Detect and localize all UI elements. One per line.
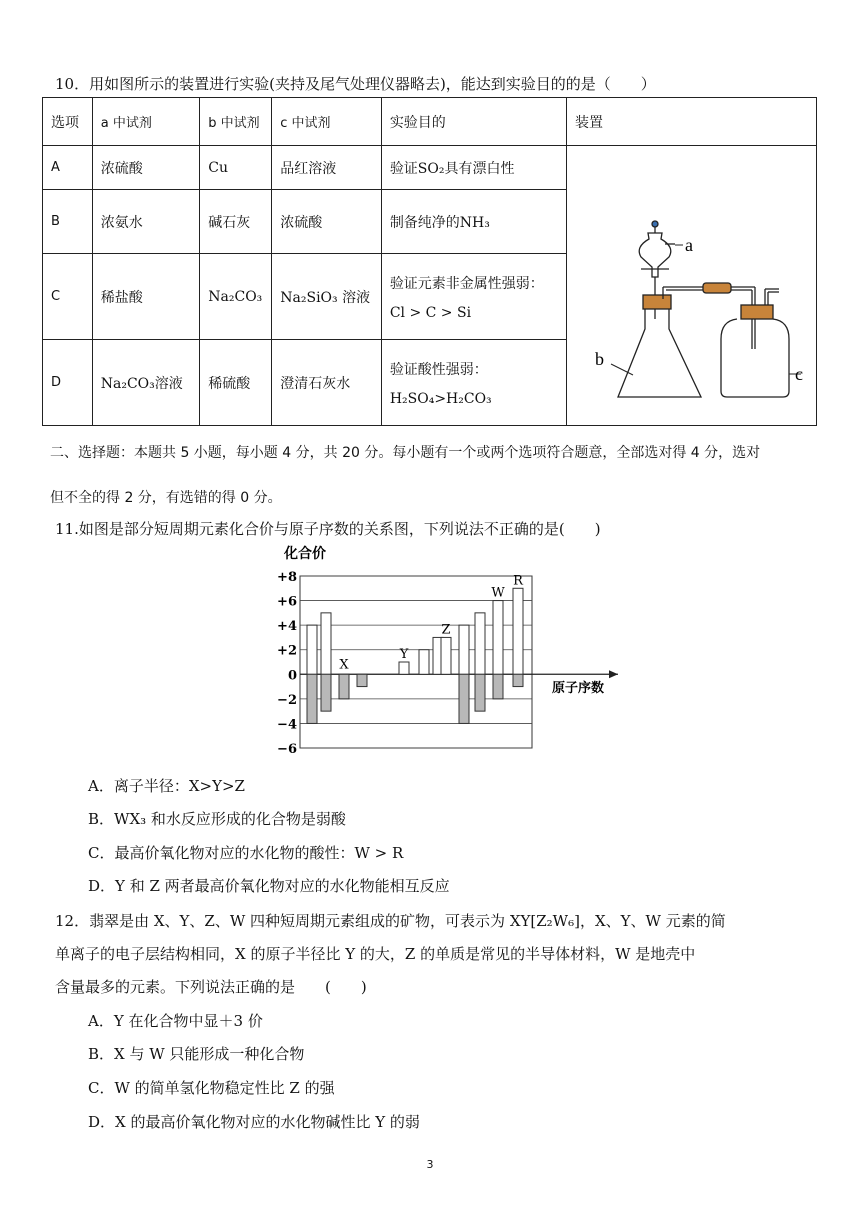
q12-option-d: D．X 的最高价氧化物对应的水化物碱性比 Y 的弱: [88, 1113, 420, 1131]
q11-option-a: A．离子半径：X>Y>Z: [88, 777, 245, 795]
header-option: 选项: [43, 98, 93, 146]
row-b: 稀硫酸: [200, 340, 272, 426]
chart-bar-positive: [441, 637, 451, 674]
q12-option-b: B．X 与 W 只能形成一种化合物: [88, 1045, 305, 1063]
label-b: b: [594, 348, 604, 369]
row-goal: 制备纯净的NH₃: [381, 190, 566, 254]
row-option: A: [43, 146, 93, 190]
chart-bar-positive: [513, 588, 523, 674]
chart-bar-negative: [307, 674, 317, 723]
chart-bar-negative: [475, 674, 485, 711]
valence-chart: [268, 542, 628, 754]
row-a: 稀盐酸: [92, 254, 200, 340]
q12-stem-line2: 单离子的电子层结构相同，X 的原子半径比 Y 的大，Z 的单质是常见的半导体材料，W 是地壳中: [55, 945, 696, 963]
chart-bar-positive: [307, 625, 317, 674]
row-option: C: [43, 254, 93, 340]
q12-stem-line1: 12．翡翠是由 X、Y、Z、W 四种短周期元素组成的矿物，可表示为 XY[Z₂W₆]，X、Y、W 元素的简: [55, 912, 726, 930]
chart-ylabel: 化合价: [284, 546, 326, 562]
chart-ytick-label: +6: [277, 594, 297, 610]
row-a: Na₂CO₃溶液: [92, 340, 200, 426]
chart-ytick-label: +8: [277, 570, 297, 585]
label-b-leader: [611, 364, 633, 375]
chart-x-axis-arrow: [609, 670, 618, 678]
row-goal: 验证SO₂具有漂白性: [381, 146, 566, 190]
header-a: a 中试剂: [92, 98, 200, 146]
chart-bar-positive: [399, 662, 409, 674]
chart-element-label: Z: [441, 622, 451, 638]
row-option: D: [43, 340, 93, 426]
q11-option-c: C．最高价氧化物对应的水化物的酸性：W > R: [88, 844, 404, 862]
row-b: Na₂CO₃: [200, 254, 272, 340]
chart-bar-positive: [493, 601, 503, 675]
chart-bar-negative: [321, 674, 331, 711]
q11-stem: 11.如图是部分短周期元素化合价与原子序数的关系图，下列说法不正确的是( ): [55, 520, 601, 538]
chart-element-label: W: [491, 585, 505, 601]
chart-element-label: R: [513, 573, 523, 589]
row-c: 澄清石灰水: [272, 340, 382, 426]
q12-option-a: A．Y 在化合物中显＋3 价: [88, 1012, 263, 1030]
chart-element-label: X: [339, 657, 349, 673]
row-goal-line1: 验证酸性强弱：: [389, 361, 488, 378]
chart-bar-positive: [419, 650, 429, 675]
chart-ytick-label: −2: [277, 692, 297, 708]
q12-option-c: C．W 的简单氢化物稳定性比 Z 的强: [88, 1079, 335, 1097]
row-goal-line2: Cl > C > Si: [389, 304, 472, 321]
q11-option-d: D．Y 和 Z 两者最高价氧化物对应的水化物能相互反应: [88, 877, 450, 895]
chart-ytick-label: +4: [277, 619, 297, 635]
header-goal: 实验目的: [381, 98, 566, 146]
q10-stem: 10．用如图所示的装置进行实验(夹持及尾气处理仪器略去)，能达到实验目的的是（ ）: [55, 75, 656, 93]
chart-bar-negative: [493, 674, 503, 699]
row-goal: [381, 340, 566, 426]
q11-option-b: B．WX₃ 和水反应形成的化合物是弱酸: [88, 810, 346, 828]
chart-bar-negative: [459, 674, 469, 723]
row-b: 碱石灰: [200, 190, 272, 254]
row-c: Na₂SiO₃ 溶液: [272, 254, 382, 340]
header-b: b 中试剂: [200, 98, 272, 146]
row-a: 浓氨水: [92, 190, 200, 254]
chart-ytick-label: +2: [277, 643, 297, 659]
chart-bar-negative: [357, 674, 367, 686]
table-header-row: [43, 98, 817, 146]
row-c: 品红溶液: [272, 146, 382, 190]
row-b: Cu: [200, 146, 272, 190]
q12-stem-line3: 含量最多的元素。下列说法正确的是 ( ): [55, 978, 367, 996]
table-row: [43, 146, 817, 190]
chart-element-label: Y: [399, 647, 409, 662]
apparatus-diagram: [575, 169, 808, 399]
label-c: c: [794, 363, 803, 384]
row-goal: [381, 254, 566, 340]
chart-bar-positive: [321, 613, 331, 674]
chart-bar-positive: [459, 625, 469, 674]
header-c: c 中试剂: [272, 98, 382, 146]
row-goal-line1: 验证元素非金属性强弱：: [389, 275, 544, 292]
row-goal-line2: H₂SO₄>H₂CO₃: [389, 390, 492, 407]
chart-ytick-label: 0: [287, 668, 297, 684]
chart-xlabel: 原子序数: [552, 681, 605, 696]
chart-bar-negative: [513, 674, 523, 686]
row-a: 浓硫酸: [92, 146, 200, 190]
header-apparatus: 装置: [566, 98, 816, 146]
q10-table: [42, 97, 817, 426]
chart-bar-positive: [475, 613, 485, 674]
page-number: 3: [426, 1158, 434, 1171]
row-c: 浓硫酸: [272, 190, 382, 254]
row-option: B: [43, 190, 93, 254]
chart-bar-negative: [339, 674, 349, 699]
section2-line1: 二、选择题：本题共 5 小题，每小题 4 分，共 20 分。每小题有一个或两个选项符合题意，全部选对得 4 分，选对: [50, 445, 761, 461]
apparatus-cell: [566, 146, 816, 426]
conical-flask: [618, 283, 755, 397]
section2-line2: 但不全的得 2 分，有选错的得 0 分。: [50, 490, 282, 506]
chart-ytick-label: −4: [277, 717, 297, 733]
chart-ytick-label: −6: [277, 742, 297, 754]
label-a: a: [684, 234, 693, 255]
